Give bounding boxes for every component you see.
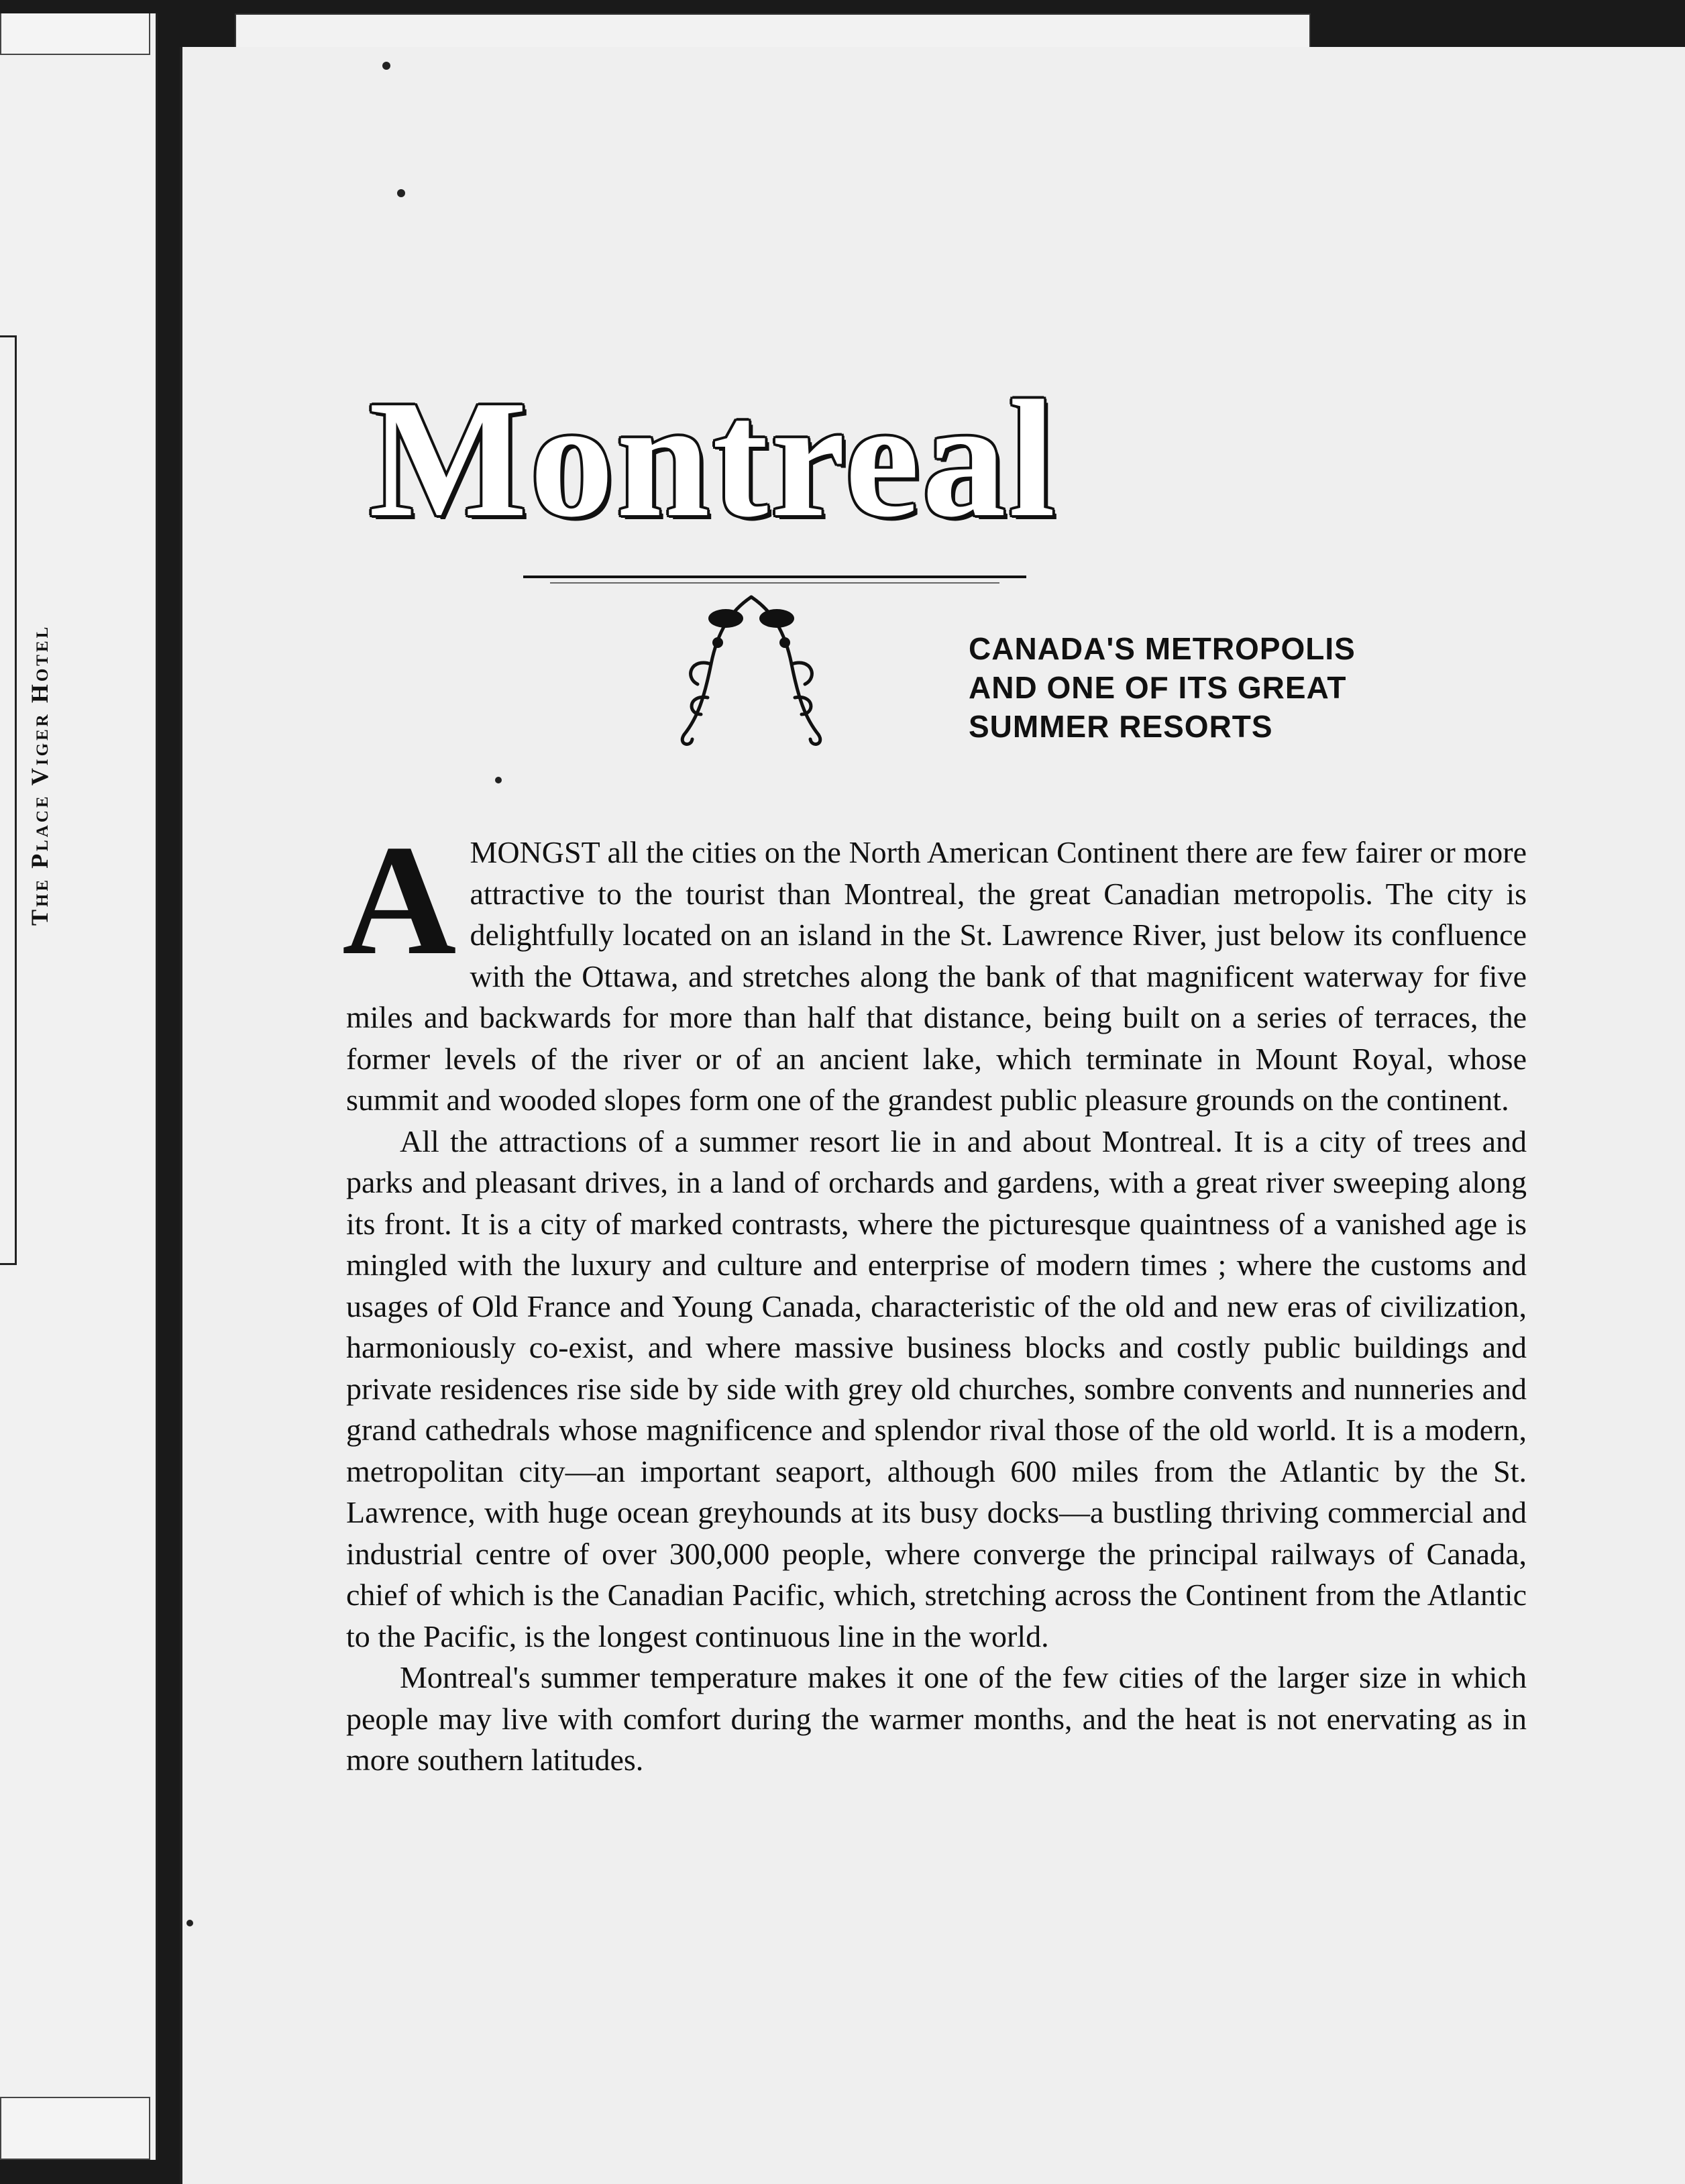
title-rule bbox=[523, 576, 1026, 578]
speck-mark bbox=[186, 1920, 193, 1926]
subtitle bbox=[969, 629, 1478, 746]
drop-cap: A bbox=[342, 813, 457, 988]
left-page-frame bbox=[0, 335, 17, 1265]
speck-mark bbox=[495, 777, 502, 783]
left-page-bottom bbox=[0, 2097, 150, 2160]
page-title: Montreal bbox=[369, 366, 1058, 552]
speck-mark bbox=[382, 62, 390, 70]
left-page bbox=[0, 13, 158, 2160]
running-head: The Place Viger Hotel bbox=[26, 624, 53, 926]
paragraph: Montreal's summer temperature makes it one of the few cities of the larger size in which people may live with comfort during the warmer months, and the heat is not enervating as in more southern latitudes. bbox=[346, 1660, 1527, 1777]
paragraph-text: MONGST all the cities on the North American Continent there are few fairer or more attractive to the tourist than Montreal, the great Canadian metropolis. The city is delightfully located on an island in the St. Lawrence River, just below its confluence with the Ottawa, and stretches along the bank of that magnificent waterway for five miles and backwards for more than half that distance, being built on a series of terraces, the former levels of the river or of an ancient lake, which terminate in Mount Royal, whose summit and wooded slopes form one of the grandest public pleasure grounds on the continent. bbox=[346, 835, 1527, 1117]
paragraph bbox=[342, 813, 1527, 1121]
floral-ornament-icon bbox=[671, 590, 832, 751]
paragraph: All the attractions of a summer resort lie in and about Montreal. It is a city of trees and parks and pleasant drives, in a land of orchards and gardens, with a great river sweeping along its front. It is a city of marked contrasts, where the picturesque quaintness of a vanished age is mingled with the luxury and culture and enterprise of modern times ; where the customs and usages of Old France and Young Canada, characteristic of the old and new eras of civilization, harmoniously co-exist, and where massive business blocks and costly public buildings and private residences rise side by side with grey old churches, sombre convents and nunneries and grand cathedrals whose magnificence and splendor rival those of the old world. It is a modern, metropolitan city—an important seaport, although 600 miles from the Atlantic by the St. Lawrence, with huge ocean greyhounds at its busy docks—a bustling thriving commercial and industrial centre of over 300,000 people, where converge the principal railways of Canada, chief of which is the Canadian Pacific, which, stretching across the Continent from the Atlantic to the Pacific, is the longest continuous line in the world. bbox=[346, 1124, 1527, 1653]
subtitle-line: SUMMER RESORTS bbox=[969, 709, 1273, 744]
title-rule-secondary bbox=[550, 582, 999, 584]
article-body bbox=[342, 813, 1527, 1781]
page-top-edge bbox=[235, 13, 1311, 48]
left-page-tab bbox=[0, 13, 150, 55]
subtitle-line: CANADA'S METROPOLIS bbox=[969, 631, 1356, 666]
subtitle-line: AND ONE OF ITS GREAT bbox=[969, 670, 1347, 705]
speck-mark bbox=[397, 189, 405, 197]
